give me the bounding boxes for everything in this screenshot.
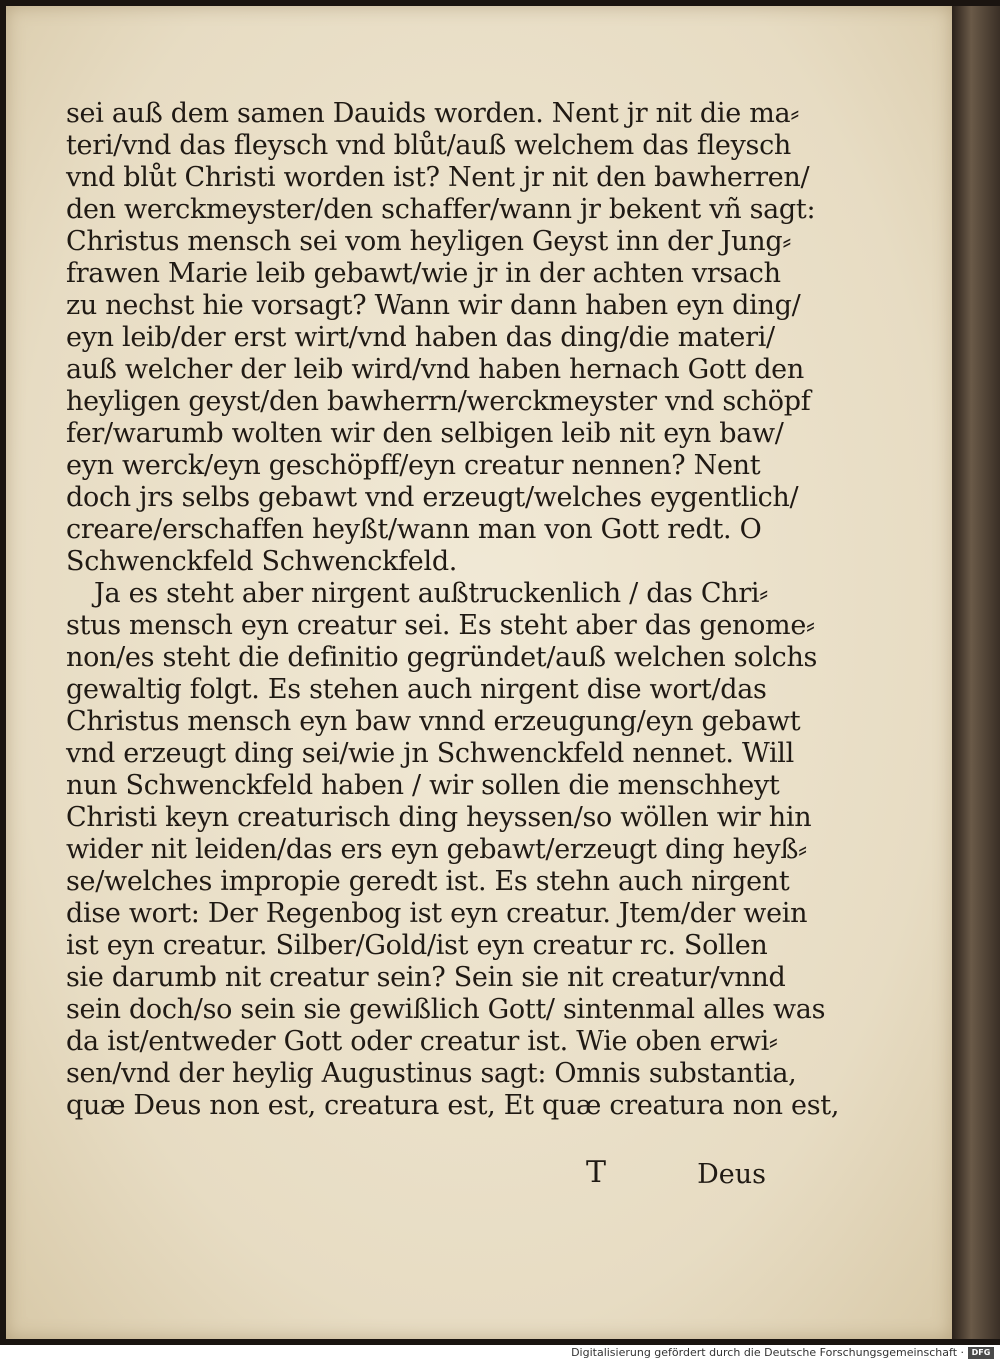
text-line: auß welcher der leib wird/vnd haben hernach Gott den (66, 354, 804, 385)
text-line: zu nechst hie vorsagt? Wann wir dann haben eyn ding/ (66, 290, 801, 321)
text-line: den werckmeyster/den schaffer/wann jr bekent vñ sagt: (66, 194, 816, 225)
text-line: sei auß dem samen Dauids worden. Nent jr nit die ma⸗ (66, 98, 800, 129)
text-line: creare/erschaffen heyßt/wann man von Gott redt. O (66, 514, 762, 545)
text-line: non/es steht die definitio gegründet/auß welchen solchs (66, 642, 818, 673)
text-line: Christus mensch eyn baw vnnd erzeugung/eyn gebawt (66, 706, 801, 737)
text-line: sen/vnd der heylig Augustinus sagt: Omnis substantia, (66, 1058, 797, 1089)
text-line: wider nit leiden/das ers eyn gebawt/erzeugt ding heyß⸗ (66, 834, 807, 865)
text-line: frawen Marie leib gebawt/wie jr in der achten vrsach (66, 258, 781, 289)
text-line: doch jrs selbs gebawt vnd erzeugt/welches eygentlich/ (66, 482, 799, 513)
digitization-credit: Digitalisierung gefördert durch die Deutsche Forschungsgemeinschaft · (571, 1346, 964, 1359)
text-line: teri/vnd das fleysch vnd blůt/auß welchem das fleysch (66, 130, 792, 161)
text-block (66, 98, 840, 1122)
text-line: sie darumb nit creatur sein? Sein sie nit creatur/vnnd (66, 962, 786, 993)
paragraph-start-line: Ja es steht aber nirgent außtruckenlich / das Chri⸗ (94, 578, 768, 609)
text-line: stus mensch eyn creatur sei. Es steht aber das genome⸗ (66, 610, 815, 641)
dfg-logo: DFG (968, 1347, 994, 1359)
text-line: heyligen geyst/den bawherrn/werckmeyster vnd schöpf (66, 386, 811, 417)
text-line: sein doch/so sein sie gewißlich Gott/ sintenmal alles was (66, 994, 826, 1025)
text-line: eyn werck/eyn geschöpff/eyn creatur nennen? Nent (66, 450, 761, 481)
text-line: gewaltig folgt. Es stehen auch nirgent dise wort/das (66, 674, 767, 705)
text-line: quæ Deus non est, creatura est, Et quæ creatura non est, (66, 1090, 840, 1121)
text-line: ist eyn creatur. Silber/Gold/ist eyn creatur rc. Sollen (66, 930, 768, 961)
text-line: Christi keyn creaturisch ding heyssen/so wöllen wir hin (66, 802, 812, 833)
text-line: se/welches impropie geredt ist. Es stehn auch nirgent (66, 866, 790, 897)
text-line: eyn leib/der erst wirt/vnd haben das ding/die materi/ (66, 322, 775, 353)
text-line: Schwenckfeld Schwenckfeld. (66, 546, 458, 577)
text-line: vnd blůt Christi worden ist? Nent jr nit den bawherren/ (66, 162, 810, 193)
page-edge (952, 6, 1000, 1339)
text-line: fer/warumb wolten wir den selbigen leib nit eyn baw/ (66, 418, 784, 449)
credit-bar (0, 1345, 1000, 1362)
text-line: da ist/entweder Gott oder creatur ist. Wie oben erwi⸗ (66, 1026, 778, 1057)
page-footer (66, 1155, 766, 1191)
text-line: nun Schwenckfeld haben / wir sollen die menschheyt (66, 770, 780, 801)
catchword: Deus (697, 1159, 766, 1190)
signature-mark: T (586, 1155, 607, 1190)
text-line: Christus mensch sei vom heyligen Geyst inn der Jung⸗ (66, 226, 792, 257)
text-line: dise wort: Der Regenbog ist eyn creatur. Jtem/der wein (66, 898, 808, 929)
text-line: vnd erzeugt ding sei/wie jn Schwenckfeld nennet. Will (66, 738, 794, 769)
